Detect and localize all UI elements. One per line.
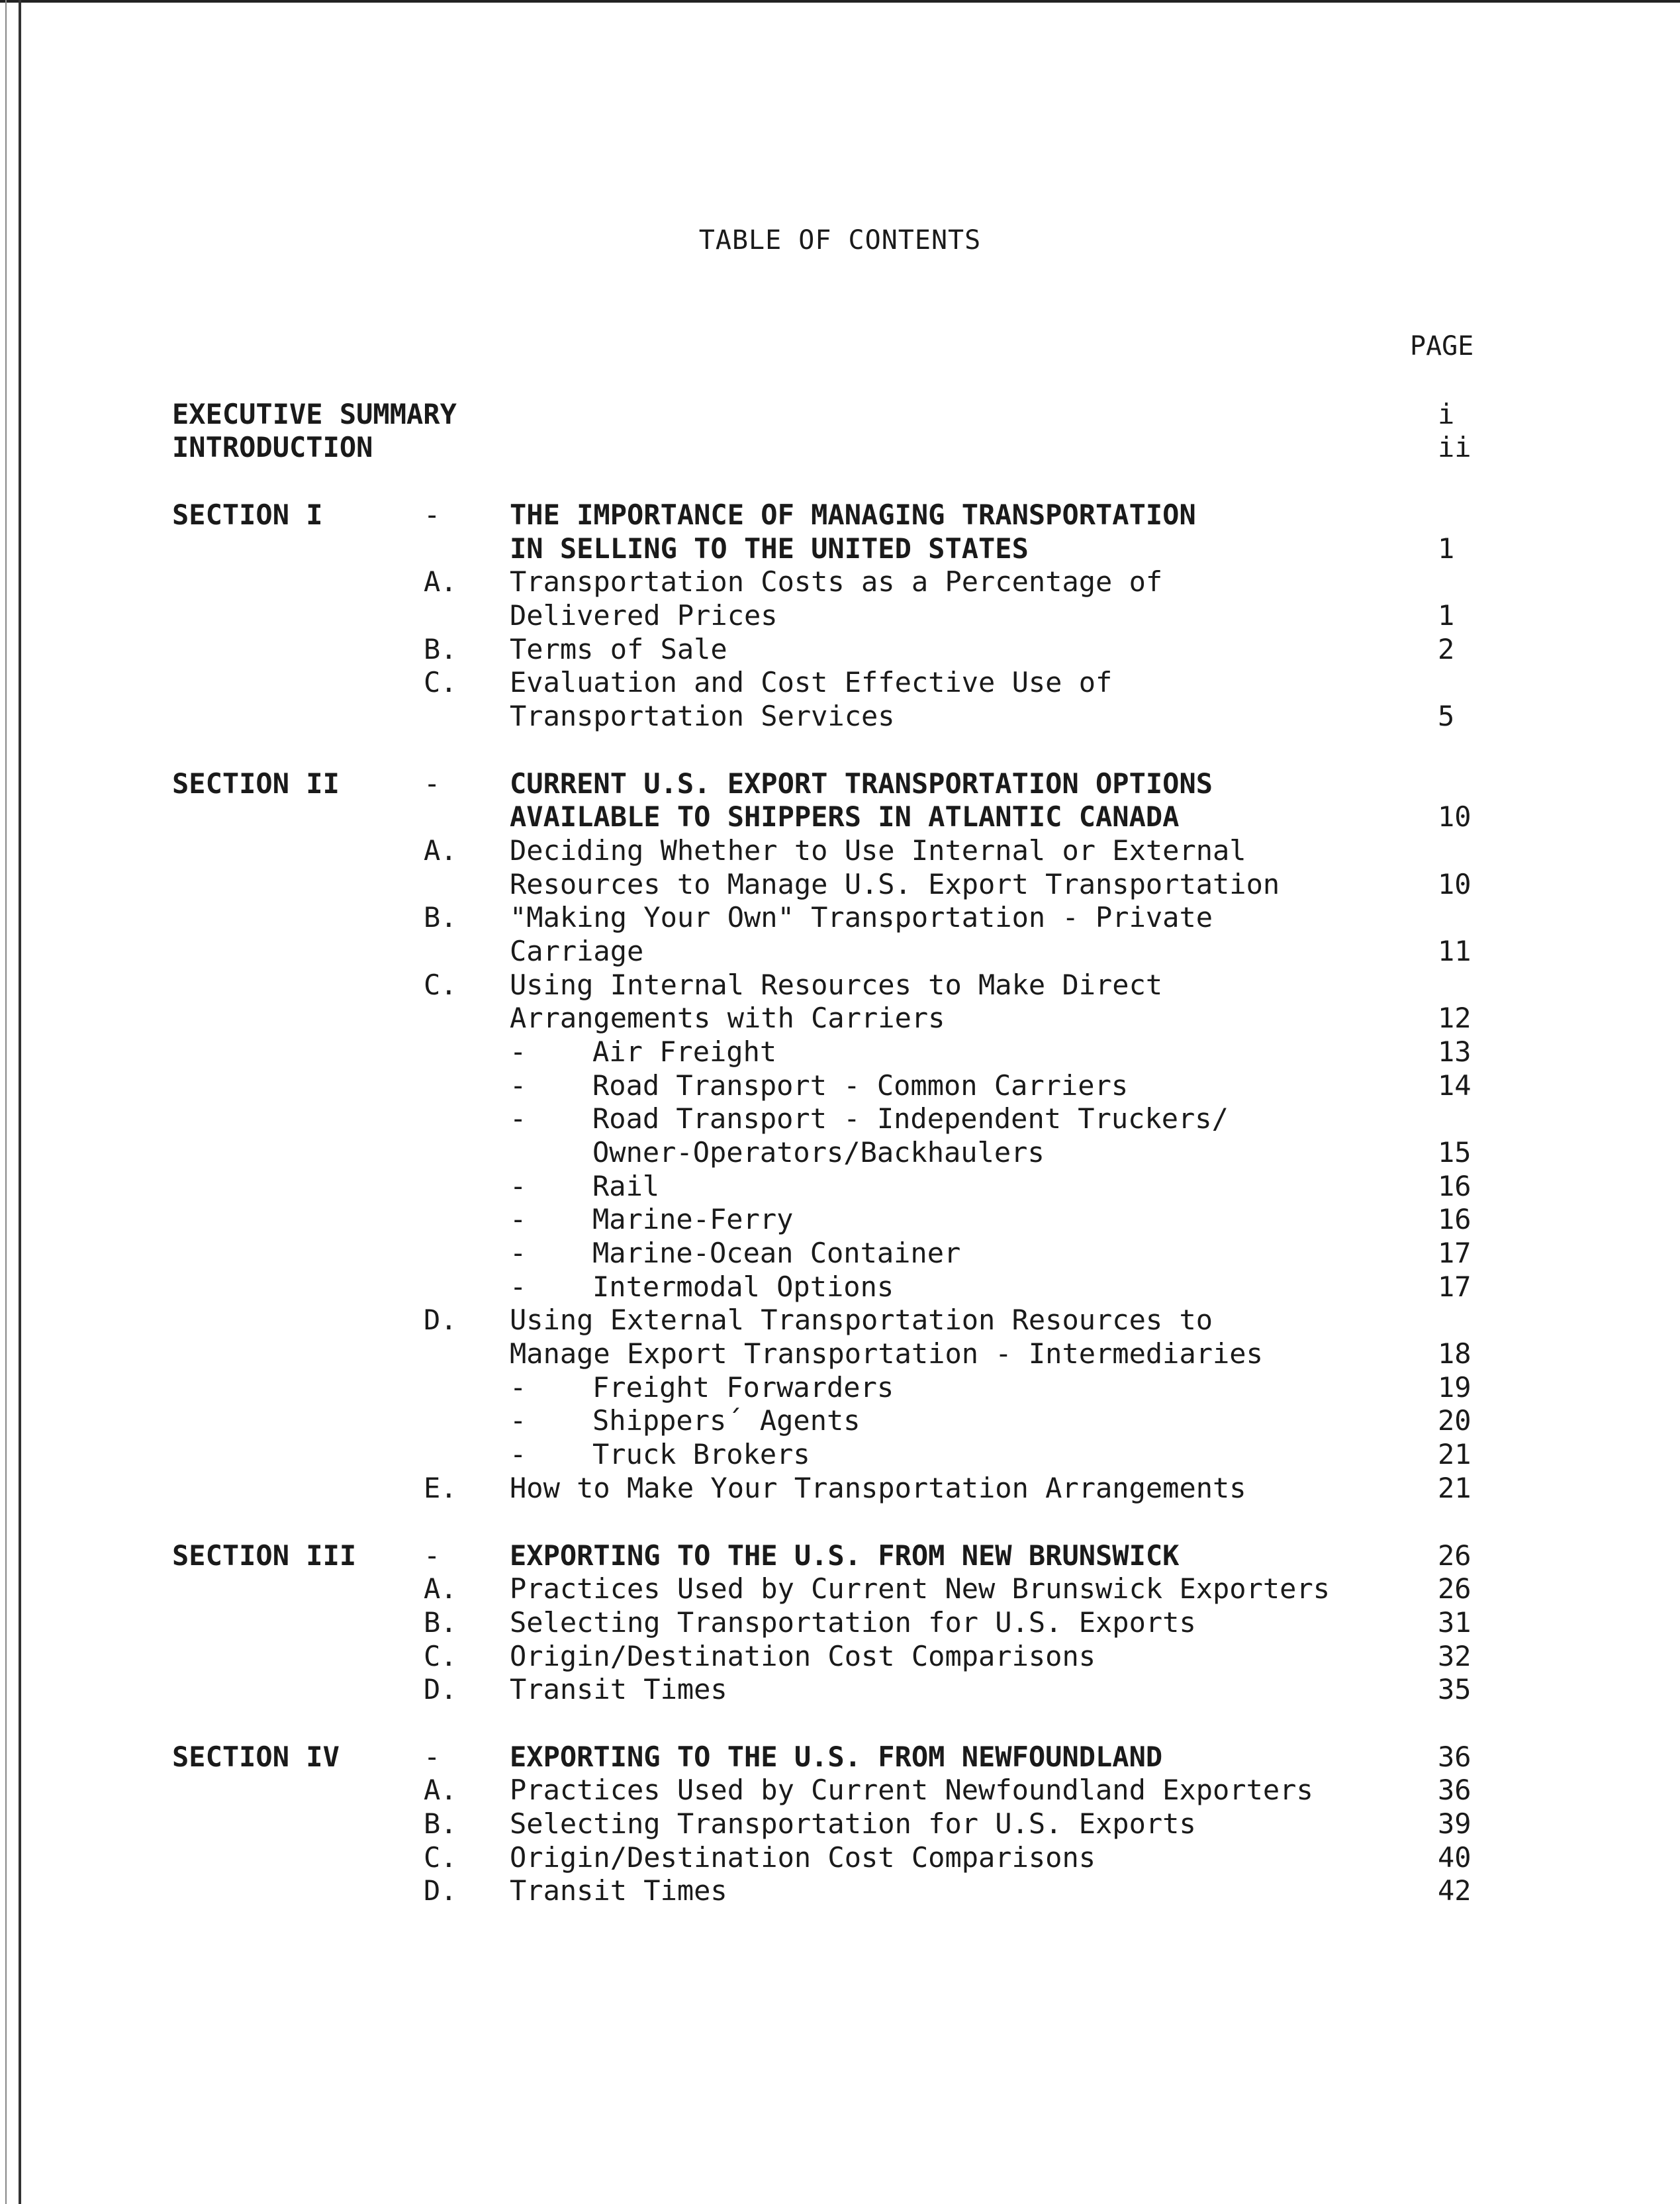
toc-entry (0, 1539, 1680, 1573)
toc-page-number: 2 (1438, 633, 1455, 665)
toc-section-label: SECTION II (172, 767, 340, 800)
toc-entry-title: - (510, 1203, 527, 1235)
toc-section-label: SECTION I (172, 499, 323, 531)
toc-page-number: 26 (1438, 1572, 1471, 1605)
toc-page-number: 15 (1438, 1136, 1471, 1169)
toc-entry (0, 1807, 1680, 1841)
toc-entry-title: Transit Times (510, 1874, 727, 1907)
toc-entry-title: - (510, 1270, 527, 1303)
toc-entry-marker: A. (424, 1572, 457, 1605)
toc-entry-title: - (510, 1438, 527, 1470)
toc-page-number: 11 (1438, 935, 1471, 967)
scan-top-edge (0, 0, 1680, 3)
toc-entry (0, 1370, 1680, 1405)
toc-entry-marker: C. (424, 666, 457, 698)
toc-entry-title: EXPORTING TO THE U.S. FROM NEW BRUNSWICK (510, 1539, 1180, 1572)
toc-entry (0, 1270, 1680, 1304)
toc-entry (0, 1874, 1680, 1908)
toc-entry-title: Origin/Destination Cost Comparisons (510, 1841, 1096, 1874)
toc-entry (0, 498, 1680, 532)
toc-entry-title: Terms of Sale (510, 633, 727, 665)
toc-entry-title: Delivered Prices (510, 599, 778, 632)
toc-entry (0, 1069, 1680, 1103)
toc-entry-title: Using External Transportation Resources to (510, 1304, 1213, 1336)
toc-entry-title: - (510, 1371, 527, 1404)
toc-entry (0, 599, 1680, 633)
toc-entry (0, 1437, 1680, 1472)
toc-entry-title: Carriage (510, 935, 644, 967)
toc-entry-marker: D. (424, 1874, 457, 1907)
toc-entry-marker: B. (424, 1807, 457, 1840)
toc-entry (0, 934, 1680, 969)
toc-entry (0, 1471, 1680, 1506)
toc-entry-marker: D. (424, 1673, 457, 1705)
toc-entry-title: Selecting Transportation for U.S. Exports (510, 1807, 1196, 1840)
toc-entry-title: - (510, 1035, 527, 1068)
toc-entry-marker: C. (424, 1640, 457, 1672)
toc-subentry-title: Road Transport - Independent Truckers/ (592, 1102, 1229, 1135)
toc-page-number: 13 (1438, 1035, 1471, 1068)
toc-page-number: 26 (1438, 1539, 1471, 1572)
toc-page-number: i (1438, 398, 1455, 430)
toc-entry-title: AVAILABLE TO SHIPPERS IN ATLANTIC CANADA (510, 800, 1180, 833)
toc-entry (0, 968, 1680, 1002)
toc-entry (0, 1135, 1680, 1170)
toc-entry (0, 665, 1680, 700)
toc-section-label: SECTION III (172, 1539, 357, 1572)
toc-entry-title: How to Make Your Transportation Arrangements (510, 1472, 1246, 1504)
toc-section-label: EXECUTIVE SUMMARY (172, 398, 457, 430)
toc-entry-marker: - (424, 499, 441, 531)
toc-entry (0, 1773, 1680, 1807)
toc-page-number: 12 (1438, 1002, 1471, 1034)
toc-entry (0, 1605, 1680, 1640)
toc-subentry-title: Intermodal Options (592, 1270, 894, 1303)
toc-page-number: 18 (1438, 1337, 1471, 1370)
toc-page-number: 16 (1438, 1170, 1471, 1202)
toc-entry-title: IN SELLING TO THE UNITED STATES (510, 532, 1029, 565)
toc-subentry-title: Road Transport - Common Carriers (592, 1069, 1129, 1102)
toc-page-number: ii (1438, 431, 1471, 463)
toc-subentry-title: Rail (592, 1170, 660, 1202)
toc-entry-title: CURRENT U.S. EXPORT TRANSPORTATION OPTIONS (510, 767, 1213, 800)
toc-entry-marker: - (424, 767, 441, 800)
toc-entry (0, 900, 1680, 935)
toc-entry (0, 1202, 1680, 1237)
toc-entry-marker: - (424, 1741, 441, 1773)
toc-page-number: 10 (1438, 800, 1471, 833)
toc-entry (0, 1337, 1680, 1371)
toc-subentry-title: Owner-Operators/Backhaulers (592, 1136, 1045, 1169)
toc-page-number: 42 (1438, 1874, 1471, 1907)
toc-page-number: 20 (1438, 1404, 1471, 1437)
toc-entry (0, 1740, 1680, 1774)
toc-entry-title: Selecting Transportation for U.S. Exports (510, 1606, 1196, 1639)
toc-entry-marker: A. (424, 1774, 457, 1806)
toc-entry (0, 800, 1680, 834)
toc-entry-title: Transportation Services (510, 700, 895, 732)
toc-page-number: 39 (1438, 1807, 1471, 1840)
toc-entry-title: Manage Export Transportation - Intermediaries (510, 1337, 1263, 1370)
toc-subentry-title: Truck Brokers (592, 1438, 810, 1470)
toc-entry-marker: B. (424, 901, 457, 934)
toc-entry (0, 767, 1680, 801)
toc-page-number: 17 (1438, 1237, 1471, 1269)
toc-entry-title: Arrangements with Carriers (510, 1002, 945, 1034)
toc-entry (0, 1236, 1680, 1270)
toc-entry (0, 1639, 1680, 1674)
toc-page-number: 17 (1438, 1270, 1471, 1303)
toc-page-number: 36 (1438, 1741, 1471, 1773)
toc-subentry-title: Marine-Ocean Container (592, 1237, 961, 1269)
toc-subentry-title: Shippers´ Agents (592, 1404, 861, 1437)
toc-section-label: SECTION IV (172, 1741, 340, 1773)
toc-entry-title: Deciding Whether to Use Internal or External (510, 834, 1246, 867)
toc-entry (0, 430, 1680, 465)
toc-entry-title: EXPORTING TO THE U.S. FROM NEWFOUNDLAND (510, 1741, 1163, 1773)
toc-entry-marker: C. (424, 1841, 457, 1874)
toc-entry-title: Transit Times (510, 1673, 727, 1705)
toc-subentry-title: Freight Forwarders (592, 1371, 894, 1404)
toc-entry-title: - (510, 1069, 527, 1102)
toc-page-number: 1 (1438, 532, 1455, 565)
toc-page-number: 19 (1438, 1371, 1471, 1404)
toc-page-number: 36 (1438, 1774, 1471, 1806)
toc-entry-marker: A. (424, 834, 457, 867)
toc-page-number: 10 (1438, 868, 1471, 900)
toc-page-number: 5 (1438, 700, 1455, 732)
toc-entry-title: "Making Your Own" Transportation - Private (510, 901, 1213, 934)
toc-entry (0, 632, 1680, 667)
toc-page-number: 31 (1438, 1606, 1471, 1639)
toc-entry (0, 1404, 1680, 1438)
toc-entry-title: Transportation Costs as a Percentage of (510, 565, 1163, 598)
toc-entry-title: THE IMPORTANCE OF MANAGING TRANSPORTATION (510, 499, 1196, 531)
toc-page-number: 35 (1438, 1673, 1471, 1705)
toc-subentry-title: Marine-Ferry (592, 1203, 794, 1235)
toc-entry-title: Resources to Manage U.S. Export Transportation (510, 868, 1280, 900)
toc-page-number: 21 (1438, 1438, 1471, 1470)
toc-entry (0, 397, 1680, 432)
page-column-header: PAGE (1410, 331, 1474, 361)
toc-entry-title: - (510, 1170, 527, 1202)
toc-entry (0, 532, 1680, 566)
toc-entry (0, 1001, 1680, 1035)
toc-entry-marker: D. (424, 1304, 457, 1336)
toc-entry-marker: B. (424, 633, 457, 665)
toc-entry-title: Practices Used by Current Newfoundland Exporters (510, 1774, 1313, 1806)
toc-entry (0, 1672, 1680, 1707)
toc-entry (0, 699, 1680, 734)
toc-page-number: 32 (1438, 1640, 1471, 1672)
toc-entry-title: - (510, 1404, 527, 1437)
toc-subentry-title: Air Freight (592, 1035, 777, 1068)
toc-page-number: 40 (1438, 1841, 1471, 1874)
toc-entry-title: Practices Used by Current New Brunswick Exporters (510, 1572, 1330, 1605)
toc-page-number: 16 (1438, 1203, 1471, 1235)
toc-entry (0, 834, 1680, 868)
toc-entry-title: Evaluation and Cost Effective Use of (510, 666, 1113, 698)
page-title: TABLE OF CONTENTS (698, 225, 982, 256)
toc-entry (0, 1102, 1680, 1136)
toc-page-number: 1 (1438, 599, 1455, 632)
toc-entry (0, 1169, 1680, 1204)
toc-entry (0, 867, 1680, 902)
toc-entry-marker: - (424, 1539, 441, 1572)
toc-entry-title: Origin/Destination Cost Comparisons (510, 1640, 1096, 1672)
toc-entry-title: - (510, 1102, 527, 1135)
toc-entry (0, 1572, 1680, 1606)
toc-page-number: 14 (1438, 1069, 1471, 1102)
toc-entry-title: - (510, 1237, 527, 1269)
toc-section-label: INTRODUCTION (172, 431, 373, 463)
toc-entry (0, 565, 1680, 599)
toc-entry (0, 1303, 1680, 1337)
toc-entry (0, 1035, 1680, 1069)
toc-entry-title: Using Internal Resources to Make Direct (510, 969, 1163, 1001)
toc-entry-marker: C. (424, 969, 457, 1001)
toc-entry (0, 1841, 1680, 1875)
toc-page-number: 21 (1438, 1472, 1471, 1504)
toc-entry-marker: B. (424, 1606, 457, 1639)
toc-entry-marker: E. (424, 1472, 457, 1504)
toc-entry-marker: A. (424, 565, 457, 598)
